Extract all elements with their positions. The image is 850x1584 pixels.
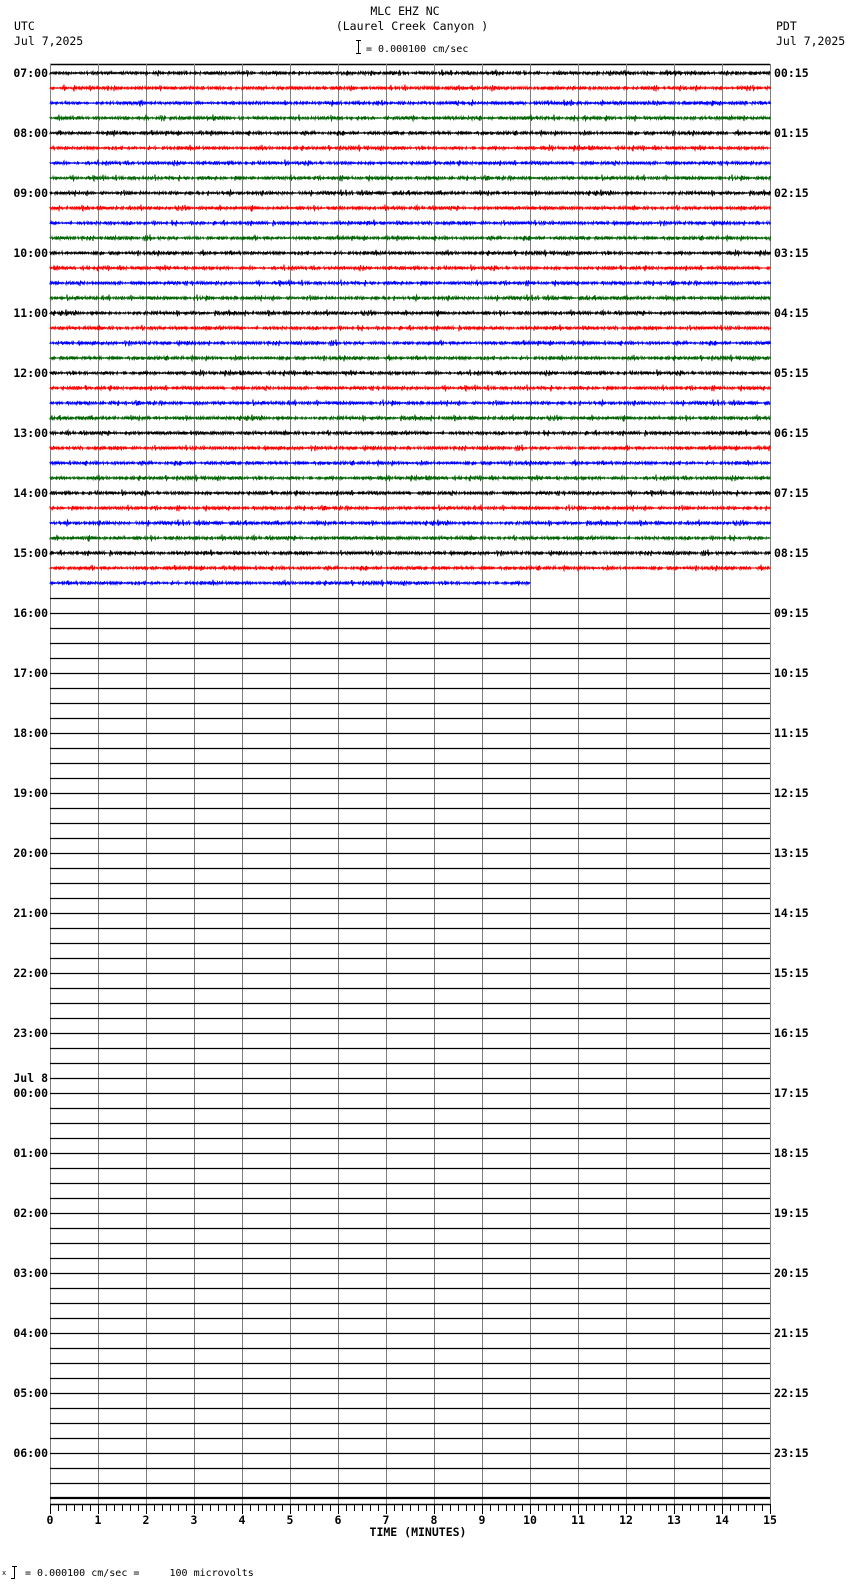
x-tick-label: 1	[94, 1513, 102, 1527]
utc-hour-label: 05:00	[13, 1386, 48, 1400]
x-axis	[47, 1504, 777, 1527]
x-tick-label: 3	[190, 1513, 198, 1527]
x-axis-label: TIME (MINUTES)	[369, 1525, 467, 1539]
x-tick-label: 7	[382, 1513, 390, 1527]
x-tick-label: 0	[46, 1513, 54, 1527]
traces	[50, 70, 771, 1499]
x-tick-label: 2	[142, 1513, 150, 1527]
utc-hour-label: 00:00	[13, 1086, 48, 1100]
utc-hour-label: 13:00	[13, 426, 48, 440]
pdt-hour-label: 02:15	[774, 186, 809, 200]
footer-scale-bar-icon	[11, 1566, 17, 1579]
utc-hour-label: 21:00	[13, 906, 48, 920]
pdt-hour-label: 20:15	[774, 1266, 809, 1280]
footer-prefix: x	[2, 1569, 7, 1577]
pdt-hour-label: 00:15	[774, 66, 809, 80]
pdt-hour-label: 08:15	[774, 546, 809, 560]
x-tick-label: 14	[715, 1513, 729, 1527]
utc-hour-label: 07:00	[13, 66, 48, 80]
x-tick-label: 5	[286, 1513, 294, 1527]
pdt-hour-label: 07:15	[774, 486, 809, 500]
utc-hour-label: 12:00	[13, 366, 48, 380]
utc-hour-label: 08:00	[13, 126, 48, 140]
pdt-hour-label: 18:15	[774, 1146, 809, 1160]
utc-hour-label: 23:00	[13, 1026, 48, 1040]
utc-hour-label: 15:00	[13, 546, 48, 560]
utc-hour-label: 01:00	[13, 1146, 48, 1160]
utc-hour-label: 16:00	[13, 606, 48, 620]
pdt-hour-label: 06:15	[774, 426, 809, 440]
pdt-hour-label: 04:15	[774, 306, 809, 320]
pdt-hour-label: 21:15	[774, 1326, 809, 1340]
right-timezone: PDT	[776, 19, 797, 33]
scale-text: = 0.000100 cm/sec	[366, 44, 469, 55]
x-tick-label: 6	[334, 1513, 342, 1527]
x-tick-label: 13	[667, 1513, 681, 1527]
location-title: (Laurel Creek Canyon )	[335, 19, 489, 33]
x-tick-label: 9	[478, 1513, 486, 1527]
pdt-hour-label: 05:15	[774, 366, 809, 380]
x-tick-label: 12	[619, 1513, 633, 1527]
pdt-hour-label: 19:15	[774, 1206, 809, 1220]
pdt-hour-label: 14:15	[774, 906, 809, 920]
pdt-hour-label: 09:15	[774, 606, 809, 620]
pdt-hour-label: 03:15	[774, 246, 809, 260]
footer-scale-text: = 0.000100 cm/sec = 100 microvolts	[25, 1568, 254, 1579]
pdt-hour-label: 22:15	[774, 1386, 809, 1400]
pdt-hour-label: 10:15	[774, 666, 809, 680]
pdt-hour-label: 23:15	[774, 1446, 809, 1460]
utc-hour-label: 09:00	[13, 186, 48, 200]
utc-hour-label: 19:00	[13, 786, 48, 800]
scale-bar-icon	[356, 40, 361, 54]
right-date: Jul 7,2025	[776, 34, 846, 48]
utc-hour-label: 03:00	[13, 1266, 48, 1280]
pdt-hour-label: 12:15	[774, 786, 809, 800]
utc-hour-label: 06:00	[13, 1446, 48, 1460]
pdt-hour-label: 16:15	[774, 1026, 809, 1040]
x-tick-label: 10	[523, 1513, 537, 1527]
station-title: MLC EHZ NC	[370, 4, 440, 18]
utc-hour-label: 11:00	[13, 306, 48, 320]
x-tick-label: 11	[571, 1513, 585, 1527]
pdt-hour-label: 01:15	[774, 126, 809, 140]
utc-hour-label: 10:00	[13, 246, 48, 260]
pdt-hour-label: 17:15	[774, 1086, 809, 1100]
x-tick-label: 8	[430, 1513, 438, 1527]
utc-hour-label: 20:00	[13, 846, 48, 860]
pdt-hour-label: 11:15	[774, 726, 809, 740]
left-timezone: UTC	[14, 19, 35, 33]
utc-hour-label: 14:00	[13, 486, 48, 500]
utc-hour-label: 18:00	[13, 726, 48, 740]
date-change-label: Jul 8	[13, 1071, 48, 1085]
left-date: Jul 7,2025	[14, 34, 84, 48]
utc-hour-label: 17:00	[13, 666, 48, 680]
x-tick-label: 4	[238, 1513, 246, 1527]
utc-hour-label: 02:00	[13, 1206, 48, 1220]
x-tick-label: 15	[763, 1513, 777, 1527]
utc-hour-label: 22:00	[13, 966, 48, 980]
utc-hour-label: 04:00	[13, 1326, 48, 1340]
pdt-hour-label: 15:15	[774, 966, 809, 980]
pdt-hour-label: 13:15	[774, 846, 809, 860]
